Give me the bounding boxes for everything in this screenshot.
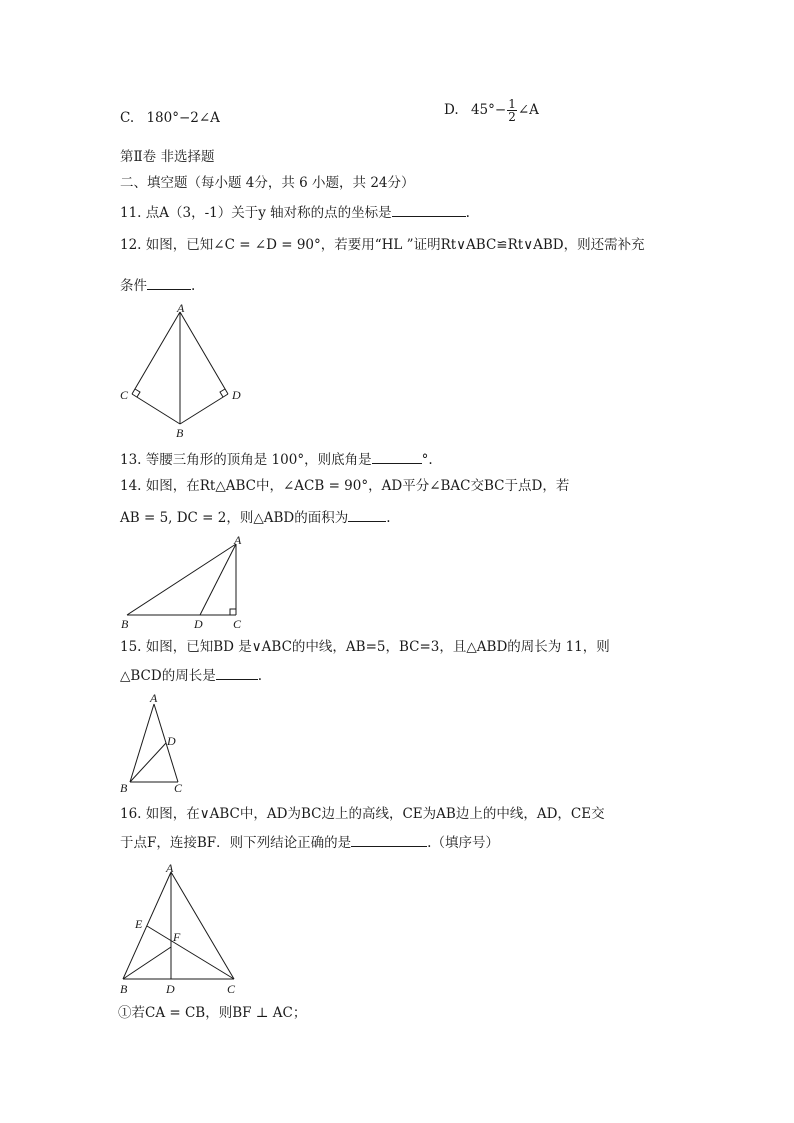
question-14-text: AB = 5, DC = 2，则△ABD的面积为 xyxy=(120,510,349,526)
option-d-tail: ∠A xyxy=(517,102,539,118)
segment-ab xyxy=(130,704,154,782)
segment-bd xyxy=(130,743,166,782)
segment-db xyxy=(180,394,228,424)
label-f: F xyxy=(173,930,181,944)
question-12-end: . xyxy=(191,278,196,294)
figure-12-kite xyxy=(110,300,260,445)
question-14-line1: 14. 如图，在Rt△ABC中，∠ACB = 90°，AD平分∠BAC交BC于点D，若 xyxy=(120,478,570,494)
label-d: D xyxy=(167,734,176,748)
question-14-line2 xyxy=(120,509,391,526)
label-d: D xyxy=(194,617,203,631)
answer-blank-16[interactable] xyxy=(351,834,427,847)
option-c-label: C. xyxy=(120,110,135,126)
label-a: A xyxy=(166,861,174,875)
right-angle-mark-c xyxy=(230,609,236,615)
label-c: C xyxy=(227,982,236,996)
question-15-line1: 15. 如图，已知BD 是∨ABC的中线，AB=5，BC=3，且△ABD的周长为 11，则 xyxy=(120,639,610,655)
label-b: B xyxy=(120,781,128,795)
option-d-label: D. xyxy=(444,102,459,118)
question-13 xyxy=(120,451,433,468)
section-title: 第Ⅱ卷 非选择题 xyxy=(120,149,215,165)
answer-blank-11[interactable] xyxy=(392,204,466,217)
option-d-numerator: 1 xyxy=(508,97,516,111)
label-d: D xyxy=(166,982,175,996)
label-c: C xyxy=(174,781,183,795)
question-15-line2 xyxy=(120,667,262,684)
question-16-text: 于点F，连接BF．则下列结论正确的是 xyxy=(120,835,352,851)
label-a: A xyxy=(150,691,158,705)
segment-ec xyxy=(147,926,234,979)
question-12-line2 xyxy=(120,277,195,294)
segment-ac xyxy=(132,312,180,394)
figure-14-right-triangle xyxy=(112,532,252,632)
answer-blank-13[interactable] xyxy=(372,451,422,464)
question-16-line1: 16. 如图，在∨ABC中，AD为BC边上的高线，CE为AB边上的中线，AD，CE交 xyxy=(120,806,605,822)
segment-ba xyxy=(127,544,236,615)
option-d-fraction xyxy=(507,98,517,123)
question-13-text: 13. 等腰三角形的顶角是 100°，则底角是 xyxy=(120,452,372,468)
segment-ac xyxy=(171,872,234,979)
question-11 xyxy=(120,204,470,221)
option-d xyxy=(444,98,539,123)
figure-16-triangle xyxy=(110,856,250,998)
answer-blank-15[interactable] xyxy=(216,667,258,680)
question-14-end: . xyxy=(386,510,391,526)
question-12-text: 条件 xyxy=(120,278,147,294)
label-a: A xyxy=(177,301,185,315)
label-e: E xyxy=(135,917,143,931)
label-d: D xyxy=(232,388,241,402)
option-d-lead: 45°− xyxy=(470,102,507,118)
question-11-end: . xyxy=(465,205,470,221)
part-title: 二、填空题（每小题 4分，共 6 小题，共 24分） xyxy=(120,175,415,191)
option-c xyxy=(120,110,220,126)
segment-da xyxy=(200,544,236,615)
answer-blank-12[interactable] xyxy=(147,277,191,290)
question-15-end: . xyxy=(257,668,263,684)
option-c-expr: 180°−2∠A xyxy=(146,110,220,126)
question-16-line2 xyxy=(120,834,499,851)
question-11-text: 11. 点A（3，-1）关于y 轴对称的点的坐标是 xyxy=(120,205,392,221)
label-a: A xyxy=(234,533,242,547)
question-12-line1: 12. 如图，已知∠C = ∠D = 90°，若要用“HL ”证明Rt∨ABC≌Rt∨ABD，则还需补充 xyxy=(120,237,645,253)
label-b: B xyxy=(176,426,184,440)
answer-blank-14[interactable] xyxy=(348,509,386,522)
option-d-denominator: 2 xyxy=(508,110,516,124)
question-16-item-1: ①若CA = CB，则BF ⊥ AC； xyxy=(118,1005,307,1021)
label-c: C xyxy=(120,388,129,402)
label-b: B xyxy=(121,617,129,631)
question-13-end: °. xyxy=(421,452,433,468)
question-15-text: △BCD的周长是 xyxy=(120,668,216,684)
figure-15-triangle xyxy=(114,690,194,798)
label-c: C xyxy=(233,617,242,631)
question-16-end: .（填序号） xyxy=(427,835,499,851)
segment-ad xyxy=(180,312,228,394)
segment-cb xyxy=(132,394,180,424)
label-b: B xyxy=(120,982,128,996)
